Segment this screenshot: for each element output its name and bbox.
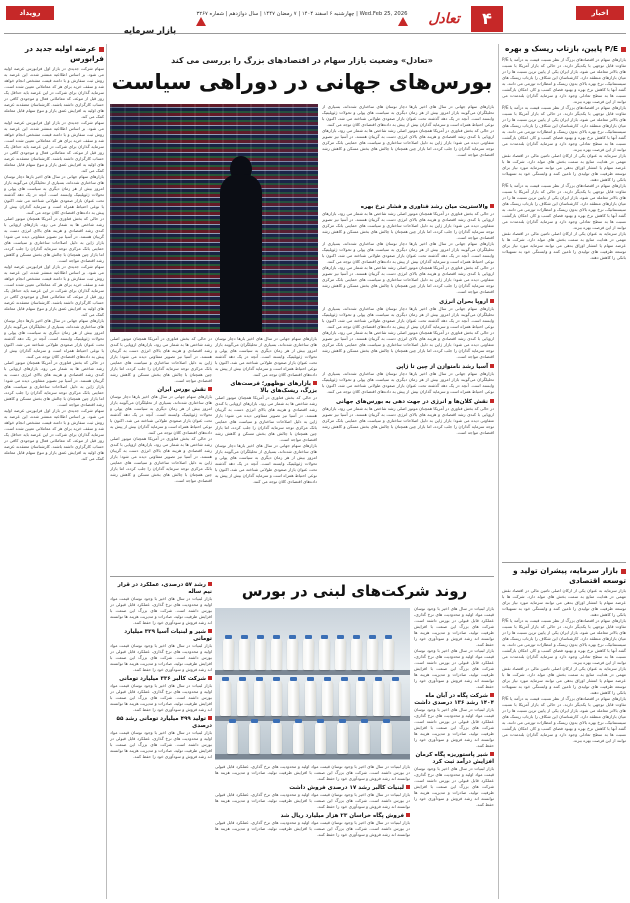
lead-kicker: «تعادل» وضعیت بازار سهام در اقتصادهای بزرگ را بررسی می کند <box>171 56 433 65</box>
news-body-pe: بازارهای سهام در اقتصادهای بزرگ از نظر نسبت قیمت به درآمد یا P/E تفاوت قابل توجهی با یکدیگر دارند. در حالی که بازار آمریکا با نسبت های بالاتر معامله می شود، بازار ایران یکی از پایین ترین نسبت ها را در میان بازارهای منطقه دارد. کارشناسان این شکاف را بازتاب ریسک های سیستماتیک، نرخ بهره بالای بدون ریسک و انتظارات تورمی می دانند. به گفته آنها با کاهش نرخ بهره و بهبود فضای کسب و کار، امکان بازگشت نسبت ها به سطح تعادلی وجود دارد و سرمایه گذاران بلندمدت می توانند از این فرصت بهره ببرند. <box>502 56 626 104</box>
news-title-ipo: عرضه اولیه جدید در فرابورس <box>24 44 104 63</box>
dairy-headline: روند شرکت‌های لبنی در بورس <box>241 582 468 600</box>
dairy-bullet-3: لبنیات کالبر رشد ۱۷ درصدی فروش داشت <box>215 785 410 792</box>
lead-headline: بورس‌های جهانی در دوراهی سیاست <box>111 70 493 94</box>
news-body-ipo-cont7: سهام شرکت جدیدی در بازار اول فرابورس عرضه اولیه می شود. بر اساس اطلاعیه منتشر شده، این عرضه به روش ثبت سفارش و با دامنه قیمت مشخص انجام خواهد شد و سقف خرید برای هر کد معاملاتی تعیین شده است. سرمایه گذاران برای شرکت در این عرضه باید حداقل یک روز قبل از موعد، کد معاملاتی فعال و موجودی کافی در حساب کارگزاری داشته باشند. کارشناسان معتقدند عرضه های اولیه به افزایش عمق بازار و تنوع سهام قابل معامله کمک می کند. <box>4 408 104 461</box>
news-body-ipo-cont6: در حالی که بخش فناوری در آمریکا همچنان موتور اصلی رشد شاخص ها به شمار می رود، بازارهای اروپایی با کندی رشد اقتصادی و هزینه های بالای انرژی دست به گریبان هستند. در آسیا نیز تصویر متفاوتی دیده می شود؛ بازار ژاپن به دلیل اصلاحات ساختاری و سیاست های حمایتی بانک مرکزی توجه سرمایه گذاران را جلب کرده، اما بازار چین همچنان با چالش های بخش مسکن و کاهش رشد اقتصادی مواجه است. <box>4 360 104 407</box>
news-body-ipo-cont5: بازارهای سهام جهانی در سال های اخیر بارها دچار نوسان های ساختاری شده‌اند، بسیاری از تحلیلگران می‌گویند بازار امروز بیش از هر زمان دیگری به سیاست های پولی و تحولات ژئوپلیتیک وابسته است. آنچه در یک دهه گذشته تحت عنوان بازار صعودی طولانی شناخته می شد، اکنون با نوعی احتیاط همراه است و سرمایه گذاران بیش از پیش به داده‌های اقتصادی کلان توجه می کنند. <box>4 318 104 359</box>
news-body-capital-market-cont2: بازار سرمایه به عنوان یکی از ارکان اصلی تامین مالی در اقتصاد نقش مهمی در هدایت منابع به سمت بخش های مولد دارد. شرکت ها با عرضه سهام یا انتشار اوراق بدهی می توانند سرمایه مورد نیاز برای توسعه ظرفیت های تولیدی را تامین کنند و وابستگی خود به تسهیلات بانکی را کاهش دهند. <box>502 666 626 695</box>
subhead-europe: اروپا بحران انرژی <box>322 299 494 306</box>
left-section-tag: رویداد <box>6 6 54 20</box>
news-body-pe-cont2: بازار سرمایه به عنوان یکی از ارکان اصلی تامین مالی در اقتصاد نقش مهمی در هدایت منابع به سمت بخش های مولد دارد. شرکت ها با عرضه سهام یا انتشار اوراق بدهی می توانند سرمایه مورد نیاز برای توسعه ظرفیت های تولیدی را تامین کنند و وابستگی خود به تسهیلات بانکی را کاهش دهند. <box>502 152 626 182</box>
dairy-bullet-4: فروش پگاه خراسان ۲۳ هزار میلیارد ریال شد <box>215 813 410 820</box>
news-body-capital-market-cont3: بازارهای سهام در اقتصادهای بزرگ از نظر نسبت قیمت به درآمد یا P/E تفاوت قابل توجهی با یکدیگر دارند. در حالی که بازار آمریکا با نسبت های بالاتر معامله می شود، بازار ایران یکی از پایین ترین نسبت ها را در میان بازارهای منطقه دارد. کارشناسان این شکاف را بازتاب ریسک های سیستماتیک، نرخ بهره بالای بدون ریسک و انتظارات تورمی می دانند. به گفته آنها با کاهش نرخ بهره و بهبود فضای کسب و کار، امکان بازگشت نسبت ها به سطح تعادلی وجود دارد و سرمایه گذاران بلندمدت می توانند از این فرصت بهره ببرند. <box>502 696 626 743</box>
column-divider <box>498 44 499 899</box>
dairy-bullet-2: شیر پاستوریزه پگاه کرمان افزایش درآمد ثبت کرد <box>415 752 494 765</box>
news-body-ipo-cont3: در حالی که بخش فناوری در آمریکا همچنان موتور اصلی رشد شاخص ها به شمار می رود، بازارهای اروپایی با کندی رشد اقتصادی و هزینه های بالای انرژی دست به گریبان هستند. در آسیا نیز تصویر متفاوتی دیده می شود؛ بازار ژاپن به دلیل اصلاحات ساختاری و سیاست های حمایتی بانک مرکزی توجه سرمایه گذاران را جلب کرده، اما بازار چین همچنان با چالش های بخش مسکن و کاهش رشد اقتصادی مواجه است. <box>4 216 104 263</box>
page-number: ۴ <box>471 6 503 32</box>
left-news-column <box>4 44 104 899</box>
news-body-ipo-cont: سهام شرکت جدیدی در بازار اول فرابورس عرضه اولیه می شود. بر اساس اطلاعیه منتشر شده، این عرضه به روش ثبت سفارش و با دامنه قیمت مشخص انجام خواهد شد و سقف خرید برای هر کد معاملاتی تعیین شده است. سرمایه گذاران برای شرکت در این عرضه باید حداقل یک روز قبل از موعد، کد معاملاتی فعال و موجودی کافی در حساب کارگزاری داشته باشند. کارشناسان معتقدند عرضه های اولیه به افزایش عمق بازار و تنوع سهام قابل معامله کمک می کند. <box>4 120 104 173</box>
column-divider <box>106 44 107 899</box>
dairy-col-under-photo: بازار لبنیات در سال های اخیر با وجود نوسان قیمت مواد اولیه و محدودیت های نرخ گذاری، عملکرد قابل قبولی در بورس داشته است. شرکت های بزرگ این صنعت با افزایش ظرفیت تولید، صادرات و مدیریت هزینه ها توانسته اند رشد فروش و سودآوری خود را حفظ کنند. لبنیات کالبر رشد ۱۷ درصدی فروش داشت بازار لبنیات در سال های اخیر با وجود نوسان قیمت مواد اولیه و محدودیت های نرخ گذاری، عملکرد قابل قبولی در بورس داشته است. شرکت های بزرگ این صنعت با افزایش ظرفیت تولید، صادرات و مدیریت هزینه ها توانسته اند رشد فروش و سودآوری خود را حفظ کنند. فروش پگاه خراسان ۲۳ هزار میلیارد ریال شد بازار لبنیات در سال های اخیر با وجود نوسان قیمت مواد اولیه و محدودیت های نرخ گذاری، عملکرد قابل قبولی در بورس داشته است. شرکت های بزرگ این صنعت با افزایش ظرفیت تولید، صادرات و مدیریت هزینه ها توانسته اند رشد فروش و سودآوری خود را حفظ کنند. <box>215 764 410 837</box>
subhead-energy: نقش کلان‌ها و انرژی در جهت دهی به بورس‌های جهانی <box>322 399 494 406</box>
lead-col-right: والاستریت میان رشد فناوری و فشار نرخ بهره در حالی که بخش فناوری در آمریکا همچنان موتور اصلی رشد شاخص ها به شمار می رود، بازارهای اروپایی با کندی رشد اقتصادی و هزینه های بالای انرژی دست به گریبان هستند. در آسیا نیز تصویر متفاوتی دیده می شود؛ بازار ژاپن به دلیل اصلاحات ساختاری و سیاست های حمایتی بانک مرکزی توجه سرمایه گذاران را جلب کرده، اما بازار چین همچنان با چالش های بخش مسکن و کاهش رشد اقتصادی مواجه است. بازارهای سهام جهانی در سال های اخیر بارها دچار نوسان های ساختاری شده‌اند، بسیاری از تحلیلگران می‌گویند بازار امروز بیش از هر زمان دیگری به سیاست های پولی و تحولات ژئوپلیتیک وابسته است. آنچه در یک دهه گذشته تحت عنوان بازار صعودی طولانی شناخته می شد، اکنون با نوعی احتیاط همراه است و سرمایه گذاران بیش از پیش به داده‌های اقتصادی کلان توجه می کنند. در حالی که بخش فناوری در آمریکا همچنان موتور اصلی رشد شاخص ها به شمار می رود، بازارهای اروپایی با کندی رشد اقتصادی و هزینه های بالای انرژی دست به گریبان هستند. در آسیا نیز تصویر متفاوتی دیده می شود؛ بازار ژاپن به دلیل اصلاحات ساختاری و سیاست های حمایتی بانک مرکزی توجه سرمایه گذاران را جلب کرده، اما بازار چین همچنان با چالش های بخش مسکن و کاهش رشد اقتصادی مواجه است. اروپا بحران انرژی بازارهای سهام جهانی در سال های اخیر بارها دچار نوسان های ساختاری شده‌اند، بسیاری از تحلیلگران می‌گویند بازار امروز بیش از هر زمان دیگری به سیاست های پولی و تحولات ژئوپلیتیک وابسته است. آنچه در یک دهه گذشته تحت عنوان بازار صعودی طولانی شناخته می شد، اکنون با نوعی احتیاط همراه است و سرمایه گذاران بیش از پیش به داده‌های اقتصادی کلان توجه می کنند. در حالی که بخش فناوری در آمریکا همچنان موتور اصلی رشد شاخص ها به شمار می رود، بازارهای اروپایی با کندی رشد اقتصادی و هزینه های بالای انرژی دست به گریبان هستند. در آسیا نیز تصویر متفاوتی دیده می شود؛ بازار ژاپن به دلیل اصلاحات ساختاری و سیاست های حمایتی بانک مرکزی توجه سرمایه گذاران را جلب کرده، اما بازار چین همچنان با چالش های بخش مسکن و کاهش رشد اقتصادی مواجه است. آسیا رشد نامتوازن از چین تا ژاپن بازارهای سهام جهانی در سال های اخیر بارها دچار نوسان های ساختاری شده‌اند، بسیاری از تحلیلگران می‌گویند بازار امروز بیش از هر زمان دیگری به سیاست های پولی و تحولات ژئوپلیتیک وابسته است. آنچه در یک دهه گذشته تحت عنوان بازار صعودی طولانی شناخته می شد، اکنون با نوعی احتیاط همراه است و سرمایه گذاران بیش از پیش به داده‌های اقتصادی کلان توجه می کنند. نقش کلان‌ها و انرژی در جهت دهی به بورس‌های جهانی در حالی که بخش فناوری در آمریکا همچنان موتور اصلی رشد شاخص ها به شمار می رود، بازارهای اروپایی با کندی رشد اقتصادی و هزینه های بالای انرژی دست به گریبان هستند. در آسیا نیز تصویر متفاوتی دیده می شود؛ بازار ژاپن به دلیل اصلاحات ساختاری و سیاست های حمایتی بانک مرکزی توجه سرمایه گذاران را جلب کرده، اما بازار چین همچنان با چالش های بخش مسکن و کاهش رشد اقتصادی مواجه است. <box>322 204 494 435</box>
news-title-capital-market: بازار سرمایه، پیشران تولید و توسعه اقتصادی <box>513 566 626 585</box>
right-news-column-2 <box>502 566 626 899</box>
news-body-pe-cont: بازارهای سهام در اقتصادهای بزرگ از نظر نسبت قیمت به درآمد یا P/E تفاوت قابل توجهی با یکدیگر دارند. در حالی که بازار آمریکا با نسبت های بالاتر معامله می شود، بازار ایران یکی از پایین ترین نسبت ها را در میان بازارهای منطقه دارد. کارشناسان این شکاف را بازتاب ریسک های سیستماتیک، نرخ بهره بالای بدون ریسک و انتظارات تورمی می دانند. به گفته آنها با کاهش نرخ بهره و بهبود فضای کسب و کار، امکان بازگشت نسبت ها به سطح تعادلی وجود دارد و سرمایه گذاران بلندمدت می توانند از این فرصت بهره ببرند. <box>502 104 626 152</box>
right-section-tag: اخبار <box>576 6 624 20</box>
news-divider <box>502 562 626 563</box>
subhead-iran: نقش بورس ایران <box>110 387 212 394</box>
newspaper-logo: تعادل <box>428 11 460 27</box>
dairy-item-3: شرکت کالبر ۳۳۶ میلیارد تومانی <box>110 676 212 683</box>
story-divider <box>110 576 494 577</box>
lead-col-middle: بازارهای سهام جهانی در سال های اخیر بارها دچار نوسان های ساختاری شده‌اند، بسیاری از تحلیلگران می‌گویند بازار امروز بیش از هر زمان دیگری به سیاست های پولی و تحولات ژئوپلیتیک وابسته است. آنچه در یک دهه گذشته تحت عنوان بازار صعودی طولانی شناخته می شد، اکنون با نوعی احتیاط همراه است و سرمایه گذاران بیش از پیش به داده‌های اقتصادی کلان توجه می کنند. بازارهای نوظهور؛ فرصت‌های بزرگ، ریسک‌های بالا در حالی که بخش فناوری در آمریکا همچنان موتور اصلی رشد شاخص ها به شمار می رود، بازارهای اروپایی با کندی رشد اقتصادی و هزینه های بالای انرژی دست به گریبان هستند. در آسیا نیز تصویر متفاوتی دیده می شود؛ بازار ژاپن به دلیل اصلاحات ساختاری و سیاست های حمایتی بانک مرکزی توجه سرمایه گذاران را جلب کرده، اما بازار چین همچنان با چالش های بخش مسکن و کاهش رشد اقتصادی مواجه است. بازارهای سهام جهانی در سال های اخیر بارها دچار نوسان های ساختاری شده‌اند، بسیاری از تحلیلگران می‌گویند بازار امروز بیش از هر زمان دیگری به سیاست های پولی و تحولات ژئوپلیتیک وابسته است. آنچه در یک دهه گذشته تحت عنوان بازار صعودی طولانی شناخته می شد، اکنون با نوعی احتیاط همراه است و سرمایه گذاران بیش از پیش به داده‌های اقتصادی کلان توجه می کنند. <box>215 336 317 484</box>
subhead-wallstreet: والاستریت میان رشد فناوری و فشار نرخ بهره <box>322 204 494 211</box>
dairy-item-2: شیر و لبنیات آسیا ۳۲۹ میلیارد تومانی <box>110 629 212 643</box>
subhead-asia: آسیا رشد نامتوازن از چین تا ژاپن <box>322 364 494 371</box>
news-body-pe-cont4: بازار سرمایه به عنوان یکی از ارکان اصلی تامین مالی در اقتصاد نقش مهمی در هدایت منابع به سمت بخش های مولد دارد. شرکت ها با عرضه سهام یا انتشار اوراق بدهی می توانند سرمایه مورد نیاز برای توسعه ظرفیت های تولیدی را تامین کنند و وابستگی خود به تسهیلات بانکی را کاهش دهند. <box>502 230 626 260</box>
dairy-bullet-1: شرکت پگاه در آبان ماه ۱۴۰۴ رشد ۱۳۶ درصدی داشت <box>414 693 494 706</box>
news-body-capital-market-cont: بازارهای سهام در اقتصادهای بزرگ از نظر نسبت قیمت به درآمد یا P/E تفاوت قابل توجهی با یکدیگر دارند. در حالی که بازار آمریکا با نسبت های بالاتر معامله می شود، بازار ایران یکی از پایین ترین نسبت ها را در میان بازارهای منطقه دارد. کارشناسان این شکاف را بازتاب ریسک های سیستماتیک، نرخ بهره بالای بدون ریسک و انتظارات تورمی می دانند. به گفته آنها با کاهش نرخ بهره و بهبود فضای کسب و کار، امکان بازگشت نسبت ها به سطح تعادلی وجود دارد و سرمایه گذاران بلندمدت می توانند از این فرصت بهره ببرند. <box>502 618 626 665</box>
news-title-pe: P/E پایین، بازتاب ریسک و بهره <box>502 44 626 54</box>
dairy-item-1: رشد ۵۷ درصدی، عملکرد در قرار نیم ساله <box>110 582 212 596</box>
right-news-column <box>502 44 626 559</box>
stock-board-photo <box>110 104 318 332</box>
news-body-ipo: سهام شرکت جدیدی در بازار اول فرابورس عرضه اولیه می شود. بر اساس اطلاعیه منتشر شده، این عرضه به روش ثبت سفارش و با دامنه قیمت مشخص انجام خواهد شد و سقف خرید برای هر کد معاملاتی تعیین شده است. سرمایه گذاران برای شرکت در این عرضه باید حداقل یک روز قبل از موعد، کد معاملاتی فعال و موجودی کافی در حساب کارگزاری داشته باشند. کارشناسان معتقدند عرضه های اولیه به افزایش عمق بازار و تنوع سهام قابل معامله کمک می کند. <box>4 66 104 119</box>
dairy-item-4: تولید ۴۹۹ میلیارد تومانی رشد ۵۵ درصدی <box>110 716 212 730</box>
lead-col-left: در حالی که بخش فناوری در آمریکا همچنان موتور اصلی رشد شاخص ها به شمار می رود، بازارهای اروپایی با کندی رشد اقتصادی و هزینه های بالای انرژی دست به گریبان هستند. در آسیا نیز تصویر متفاوتی دیده می شود؛ بازار ژاپن به دلیل اصلاحات ساختاری و سیاست های حمایتی بانک مرکزی توجه سرمایه گذاران را جلب کرده، اما بازار چین همچنان با چالش های بخش مسکن و کاهش رشد اقتصادی مواجه است. نقش بورس ایران بازارهای سهام جهانی در سال های اخیر بارها دچار نوسان های ساختاری شده‌اند، بسیاری از تحلیلگران می‌گویند بازار امروز بیش از هر زمان دیگری به سیاست های پولی و تحولات ژئوپلیتیک وابسته است. آنچه در یک دهه گذشته تحت عنوان بازار صعودی طولانی شناخته می شد، اکنون با نوعی احتیاط همراه است و سرمایه گذاران بیش از پیش به داده‌های اقتصادی کلان توجه می کنند. در حالی که بخش فناوری در آمریکا همچنان موتور اصلی رشد شاخص ها به شمار می رود، بازارهای اروپایی با کندی رشد اقتصادی و هزینه های بالای انرژی دست به گریبان هستند. در آسیا نیز تصویر متفاوتی دیده می شود؛ بازار ژاپن به دلیل اصلاحات ساختاری و سیاست های حمایتی بانک مرکزی توجه سرمایه گذاران را جلب کرده، اما بازار چین همچنان با چالش های بخش مسکن و کاهش رشد اقتصادی مواجه است. <box>110 336 212 483</box>
news-body-capital-market: بازار سرمایه به عنوان یکی از ارکان اصلی تامین مالی در اقتصاد نقش مهمی در هدایت منابع به سمت بخش های مولد دارد. شرکت ها با عرضه سهام یا انتشار اوراق بدهی می توانند سرمایه مورد نیاز برای توسعه ظرفیت های تولیدی را تامین کنند و وابستگی خود به تسهیلات بانکی را کاهش دهند. <box>502 588 626 617</box>
milk-bottles-photo <box>215 608 410 760</box>
section-title: بازار سرمایه <box>123 26 177 36</box>
dairy-col-right: بازار لبنیات در سال های اخیر با وجود نوسان قیمت مواد اولیه و محدودیت های نرخ گذاری، عملکرد قابل قبولی در بورس داشته است. شرکت های بزرگ این صنعت با افزایش ظرفیت تولید، صادرات و مدیریت هزینه ها توانسته اند رشد فروش و سودآوری خود را حفظ کنند. بازار لبنیات در سال های اخیر با وجود نوسان قیمت مواد اولیه و محدودیت های نرخ گذاری، عملکرد قابل قبولی در بورس داشته است. شرکت های بزرگ این صنعت با افزایش ظرفیت تولید، صادرات و مدیریت هزینه ها توانسته اند رشد فروش و سودآوری خود را حفظ کنند. شرکت پگاه در آبان ماه ۱۴۰۴ رشد ۱۳۶ درصدی داشت بازار لبنیات در سال های اخیر با وجود نوسان قیمت مواد اولیه و محدودیت های نرخ گذاری، عملکرد قابل قبولی در بورس داشته است. شرکت های بزرگ این صنعت با افزایش ظرفیت تولید، صادرات و مدیریت هزینه ها توانسته اند رشد فروش و سودآوری خود را حفظ کنند. شیر پاستوریزه پگاه کرمان افزایش درآمد ثبت کرد بازار لبنیات در سال های اخیر با وجود نوسان قیمت مواد اولیه و محدودیت های نرخ گذاری، عملکرد قابل قبولی در بورس داشته است. شرکت های بزرگ این صنعت با افزایش ظرفیت تولید، صادرات و مدیریت هزینه ها توانسته اند رشد فروش و سودآوری خود را حفظ کنند. <box>414 606 494 807</box>
date-line: چهارشنبه ۶ اسفند ۱۴۰۴ | ۷ رمضان ۱۴۴۷ | سال دوازدهم | شماره ۳۲۶۷ | Wed.Feb 25, 2026 <box>196 11 408 17</box>
news-body-ipo-cont4: سهام شرکت جدیدی در بازار اول فرابورس عرضه اولیه می شود. بر اساس اطلاعیه منتشر شده، این عرضه به روش ثبت سفارش و با دامنه قیمت مشخص انجام خواهد شد و سقف خرید برای هر کد معاملاتی تعیین شده است. سرمایه گذاران برای شرکت در این عرضه باید حداقل یک روز قبل از موعد، کد معاملاتی فعال و موجودی کافی در حساب کارگزاری داشته باشند. کارشناسان معتقدند عرضه های اولیه به افزایش عمق بازار و تنوع سهام قابل معامله کمک می کند. <box>4 264 104 317</box>
dairy-col-left: رشد ۵۷ درصدی، عملکرد در قرار نیم ساله بازار لبنیات در سال های اخیر با وجود نوسان قیمت مواد اولیه و محدودیت های نرخ گذاری، عملکرد قابل قبولی در بورس داشته است. شرکت های بزرگ این صنعت با افزایش ظرفیت تولید، صادرات و مدیریت هزینه ها توانسته اند رشد فروش و سودآوری خود را حفظ کنند. شیر و لبنیات آسیا ۳۲۹ میلیارد تومانی بازار لبنیات در سال های اخیر با وجود نوسان قیمت مواد اولیه و محدودیت های نرخ گذاری، عملکرد قابل قبولی در بورس داشته است. شرکت های بزرگ این صنعت با افزایش ظرفیت تولید، صادرات و مدیریت هزینه ها توانسته اند رشد فروش و سودآوری خود را حفظ کنند. شرکت کالبر ۳۳۶ میلیارد تومانی بازار لبنیات در سال های اخیر با وجود نوسان قیمت مواد اولیه و محدودیت های نرخ گذاری، عملکرد قابل قبولی در بورس داشته است. شرکت های بزرگ این صنعت با افزایش ظرفیت تولید، صادرات و مدیریت هزینه ها توانسته اند رشد فروش و سودآوری خود را حفظ کنند. تولید ۴۹۹ میلیارد تومانی رشد ۵۵ درصدی بازار لبنیات در سال های اخیر با وجود نوسان قیمت مواد اولیه و محدودیت های نرخ گذاری، عملکرد قابل قبولی در بورس داشته است. شرکت های بزرگ این صنعت با افزایش ظرفیت تولید، صادرات و مدیریت هزینه ها توانسته اند رشد فروش و سودآوری خود را حفظ کنند. <box>110 582 212 759</box>
subhead-emerging: بازارهای نوظهور؛ فرصت‌های بزرگ، ریسک‌های بالا <box>215 381 317 395</box>
news-body-pe-cont3: بازارهای سهام در اقتصادهای بزرگ از نظر نسبت قیمت به درآمد یا P/E تفاوت قابل توجهی با یکدیگر دارند. در حالی که بازار آمریکا با نسبت های بالاتر معامله می شود، بازار ایران یکی از پایین ترین نسبت ها را در میان بازارهای منطقه دارد. کارشناسان این شکاف را بازتاب ریسک های سیستماتیک، نرخ بهره بالای بدون ریسک و انتظارات تورمی می دانند. به گفته آنها با کاهش نرخ بهره و بهبود فضای کسب و کار، امکان بازگشت نسبت ها به سطح تعادلی وجود دارد و سرمایه گذاران بلندمدت می توانند از این فرصت بهره ببرند. <box>502 182 626 230</box>
lead-intro: بازارهای سهام جهانی در سال های اخیر بارها دچار نوسان های ساختاری شده‌اند، بسیاری از تحلیلگران می‌گویند بازار امروز بیش از هر زمان دیگری به سیاست های پولی و تحولات ژئوپلیتیک وابسته است. آنچه در یک دهه گذشته تحت عنوان بازار صعودی طولانی شناخته می شد، اکنون با نوعی احتیاط همراه است و سرمایه گذاران بیش از پیش به داده‌های اقتصادی کلان توجه می کنند. در حالی که بخش فناوری در آمریکا همچنان موتور اصلی رشد شاخص ها به شمار می رود، بازارهای اروپایی با کندی رشد اقتصادی و هزینه های بالای انرژی دست به گریبان هستند. در آسیا نیز تصویر متفاوتی دیده می شود؛ بازار ژاپن به دلیل اصلاحات ساختاری و سیاست های حمایتی بانک مرکزی توجه سرمایه گذاران را جلب کرده، اما بازار چین همچنان با چالش های بخش مسکن و کاهش رشد اقتصادی مواجه است. <box>322 104 494 157</box>
triangle-icon <box>196 17 206 26</box>
news-body-ipo-cont2: بازارهای سهام جهانی در سال های اخیر بارها دچار نوسان های ساختاری شده‌اند، بسیاری از تحلیلگران می‌گویند بازار امروز بیش از هر زمان دیگری به سیاست های پولی و تحولات ژئوپلیتیک وابسته است. آنچه در یک دهه گذشته تحت عنوان بازار صعودی طولانی شناخته می شد، اکنون با نوعی احتیاط همراه است و سرمایه گذاران بیش از پیش به داده‌های اقتصادی کلان توجه می کنند. <box>4 174 104 215</box>
